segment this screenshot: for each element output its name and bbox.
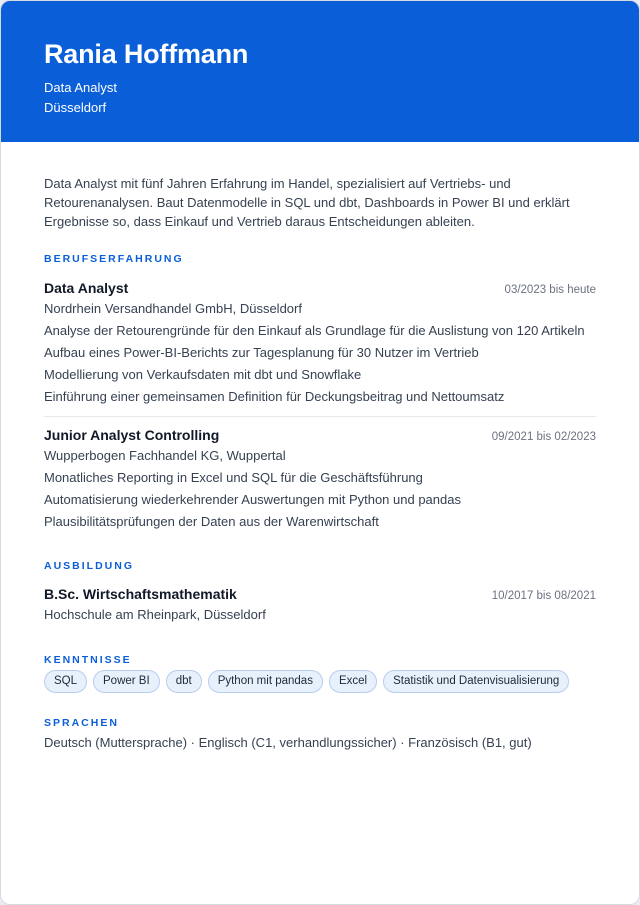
job-header	[44, 426, 596, 444]
resume-header	[1, 1, 639, 142]
candidate-name: Rania Hoffmann	[44, 39, 249, 69]
job-bullet: Einführung einer gemeinsamen Definition für Deckungsbeitrag und Nettoumsatz	[44, 389, 505, 404]
job-bullet: Plausibilitätsprüfungen der Daten aus der Warenwirtschaft	[44, 514, 379, 529]
skill-chip: Excel	[329, 670, 377, 693]
job-entry	[44, 416, 596, 532]
job-title: Junior Analyst Controlling	[44, 427, 220, 443]
education-school: Hochschule am Rheinpark, Düsseldorf	[44, 607, 266, 622]
skill-chip: SQL	[44, 670, 87, 693]
skill-chip: dbt	[166, 670, 202, 693]
job-bullets	[44, 320, 596, 407]
education-header	[44, 585, 596, 603]
job-bullet: Analyse der Retourengründe für den Einkauf als Grundlage für die Auslistung von 120 Artikeln	[44, 323, 585, 338]
section-title-languages: SPRACHEN	[44, 717, 119, 729]
candidate-role: Data Analyst	[44, 80, 117, 95]
education-date: 10/2017 bis 08/2021	[491, 590, 596, 602]
job-date: 03/2023 bis heute	[504, 284, 596, 296]
candidate-city: Düsseldorf	[44, 100, 107, 115]
skill-chip: Power BI	[93, 670, 160, 693]
skill-chip: Python mit pandas	[208, 670, 323, 693]
job-entry	[44, 279, 596, 407]
job-bullet: Aufbau eines Power-BI-Berichts zur Tagesplanung für 30 Nutzer im Vertrieb	[44, 345, 479, 360]
skill-chip: Statistik und Datenvisualisierung	[383, 670, 569, 693]
job-date: 09/2021 bis 02/2023	[491, 431, 596, 443]
education-entry	[44, 585, 596, 623]
job-company: Wupperbogen Fachhandel KG, Wuppertal	[44, 448, 286, 463]
profile-summary: Data Analyst mit fünf Jahren Erfahrung im Handel, spezialisiert auf Vertriebs- und Retourenanalysen. Baut Datenmodelle in SQL und dbt, Dashboards in Power BI und erklärt Ergebnisse so, dass Einkauf und Vertrieb daraus Entscheidungen ableiten.	[44, 176, 570, 229]
languages-text: Deutsch (Muttersprache) · Englisch (C1, verhandlungssicher) · Französisch (B1, gut)	[44, 735, 532, 750]
section-title-skills: KENNTNISSE	[44, 654, 132, 666]
job-bullet: Modellierung von Verkaufsdaten mit dbt und Snowflake	[44, 367, 362, 382]
section-title-experience: BERUFSERFAHRUNG	[44, 253, 184, 265]
job-company: Nordrhein Versandhandel GmbH, Düsseldorf	[44, 301, 302, 316]
resume-body	[1, 142, 639, 751]
job-bullets	[44, 467, 596, 532]
job-header	[44, 279, 596, 297]
section-title-education: AUSBILDUNG	[44, 560, 134, 572]
job-title: Data Analyst	[44, 280, 129, 296]
job-bullet: Monatliches Reporting in Excel und SQL für die Geschäftsführung	[44, 470, 423, 485]
skills-list	[44, 670, 596, 693]
job-bullet: Automatisierung wiederkehrender Auswertungen mit Python und pandas	[44, 492, 461, 507]
degree-title: B.Sc. Wirtschaftsmathematik	[44, 586, 237, 602]
